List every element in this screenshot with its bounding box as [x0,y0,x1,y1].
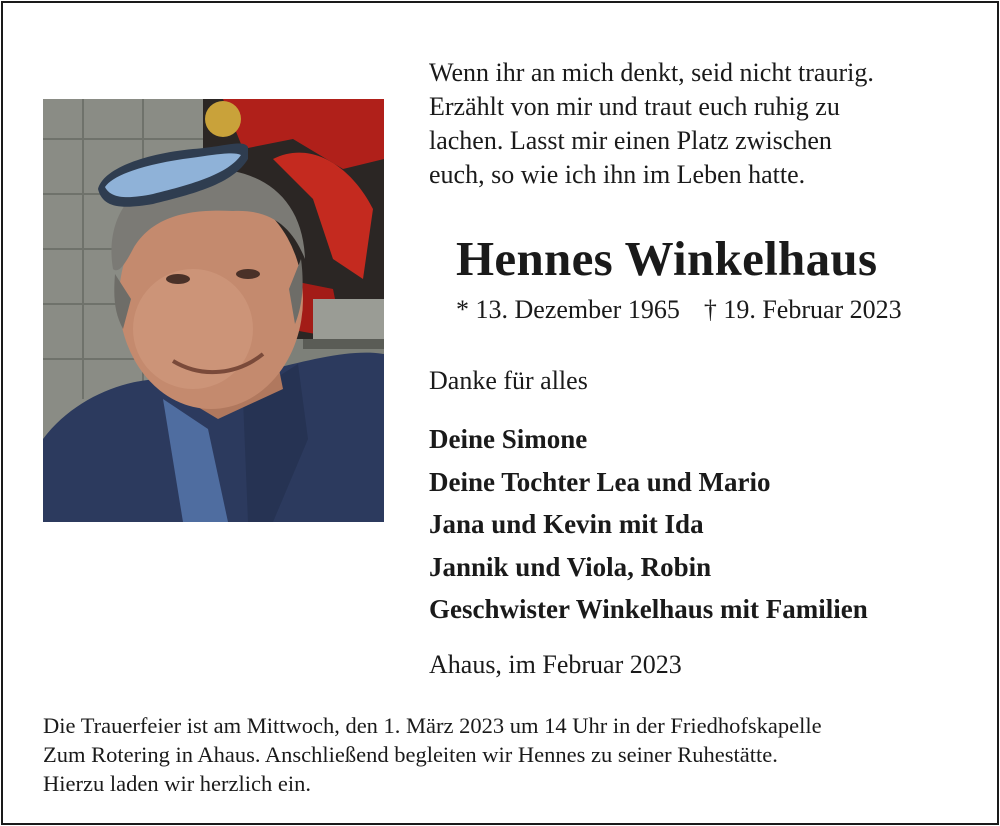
thanks-line: Danke für alles [429,366,588,395]
birth-date: * 13. Dezember 1965 [456,295,680,324]
funeral-info [43,711,973,798]
mourner-entry: Jannik und Viola, Robin [429,551,712,582]
funeral-info-line: Die Trauerfeier ist am Mittwoch, den 1. März 2023 um 14 Uhr in der Friedhofskapelle [43,713,822,738]
life-dates [456,295,902,325]
death-date: † 19. Februar 2023 [703,295,902,324]
portrait-photo [43,99,384,522]
poem-line: Erzählt von mir und traut euch ruhig zu [429,92,840,121]
poem-line: euch, so wie ich ihn im Leben hatte. [429,160,806,189]
funeral-info-line: Hierzu laden wir herzlich ein. [43,771,312,796]
poem-line: lachen. Lasst mir einen Platz zwischen [429,126,832,155]
deceased-name: Hennes Winkelhaus [456,231,878,286]
funeral-info-line: Zum Rotering in Ahaus. Anschließend begleiten wir Hennes zu seiner Ruhestätte. [43,742,778,767]
poem-line: Wenn ihr an mich denkt, seid nicht traurig. [429,58,874,87]
place-and-date: Ahaus, im Februar 2023 [429,650,682,679]
mourner-entry: Deine Simone [429,424,588,454]
mourner-entry: Jana und Kevin mit Ida [429,509,704,539]
mourner-entry: Geschwister Winkelhaus mit Familien [429,594,868,624]
poem [429,56,969,192]
mourner-entry: Deine Tochter Lea und Mario [429,466,771,497]
mourners-list [429,418,868,631]
